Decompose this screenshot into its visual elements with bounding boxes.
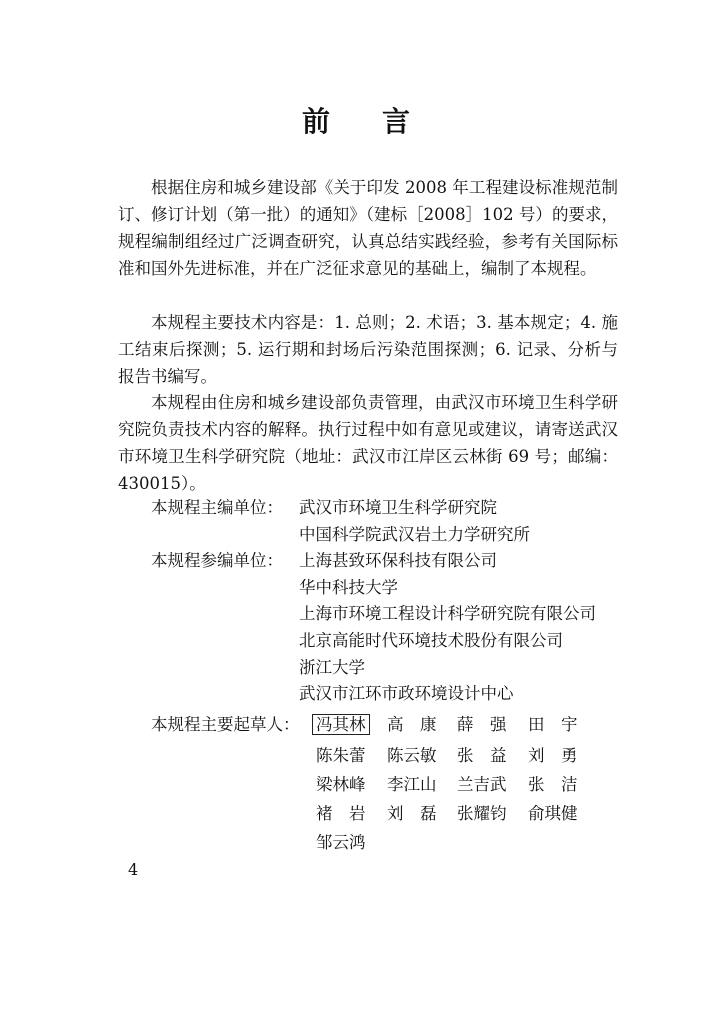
drafter-name: 褚 岩: [316, 804, 366, 823]
title-char-2: 言: [382, 105, 411, 138]
page-title: [0, 100, 712, 140]
participating-unit: 浙江大学: [299, 658, 365, 677]
participating-unit: 上海市环境工程设计科学研究院有限公司: [299, 604, 596, 623]
drafter-name: 陈云敏: [387, 746, 437, 765]
drafter-name-highlighted: 冯其林: [312, 714, 370, 735]
drafter-name: [316, 711, 370, 738]
drafter-name: 刘 勇: [528, 746, 578, 765]
drafter-name: 邹云鸿: [316, 833, 366, 852]
title-char-1: 前: [301, 105, 330, 138]
chief-units-label: 本规程主编单位：: [151, 498, 283, 517]
drafter-name: 张耀钧: [457, 804, 507, 823]
drafter-name: 刘 磊: [387, 804, 437, 823]
paragraph-management: 本规程由住房和城乡建设部负责管理，由武汉市环境卫生科学研究院负责技术内容的解释。执行过程中如有意见或建议，请寄送武汉市环境卫生科学研究院（地址：武汉市江岸区云林街 69 号；邮编：430015）。: [118, 393, 618, 493]
page-number: 4: [128, 860, 139, 879]
participating-unit: 上海甚致环保科技有限公司: [299, 551, 497, 570]
participating-units-label: 本规程参编单位：: [151, 551, 283, 570]
drafter-name: 梁林峰: [316, 775, 366, 794]
drafters-label: 本规程主要起草人：: [151, 715, 300, 734]
chief-unit: 中国科学院武汉岩土力学研究所: [299, 525, 530, 544]
participating-unit: 北京高能时代环境技术股份有限公司: [299, 631, 563, 650]
participating-unit: 武汉市江环市政环境设计中心: [299, 684, 514, 703]
drafter-name: 张 洁: [528, 775, 578, 794]
drafter-name: 兰吉武: [457, 775, 507, 794]
drafter-name: 薛 强: [457, 715, 507, 734]
drafter-name: 田 宇: [528, 715, 578, 734]
drafter-name: 高 康: [387, 715, 437, 734]
paragraph-contents: 本规程主要技术内容是：1. 总则；2. 术语；3. 基本规定；4. 施工结束后探测；5. 运行期和封场后污染范围探测；6. 记录、分析与报告书编写。: [118, 313, 618, 386]
drafter-name: 俞琪健: [528, 804, 578, 823]
participating-unit: 华中科技大学: [299, 578, 398, 597]
drafter-name: 李江山: [387, 775, 437, 794]
chief-unit: 武汉市环境卫生科学研究院: [299, 498, 497, 517]
drafter-name: 张 益: [457, 746, 507, 765]
drafter-name: 陈朱蕾: [316, 746, 366, 765]
paragraph-intro: 根据住房和城乡建设部《关于印发 2008 年工程建设标准规范制订、修订计划（第一批）的通知》（建标［2008］102 号）的要求，规程编制组经过广泛调查研究，认真总结实践经验，参考有关国际标准和国外先进标准，并在广泛征求意见的基础上，编制了本规程。: [118, 178, 618, 278]
